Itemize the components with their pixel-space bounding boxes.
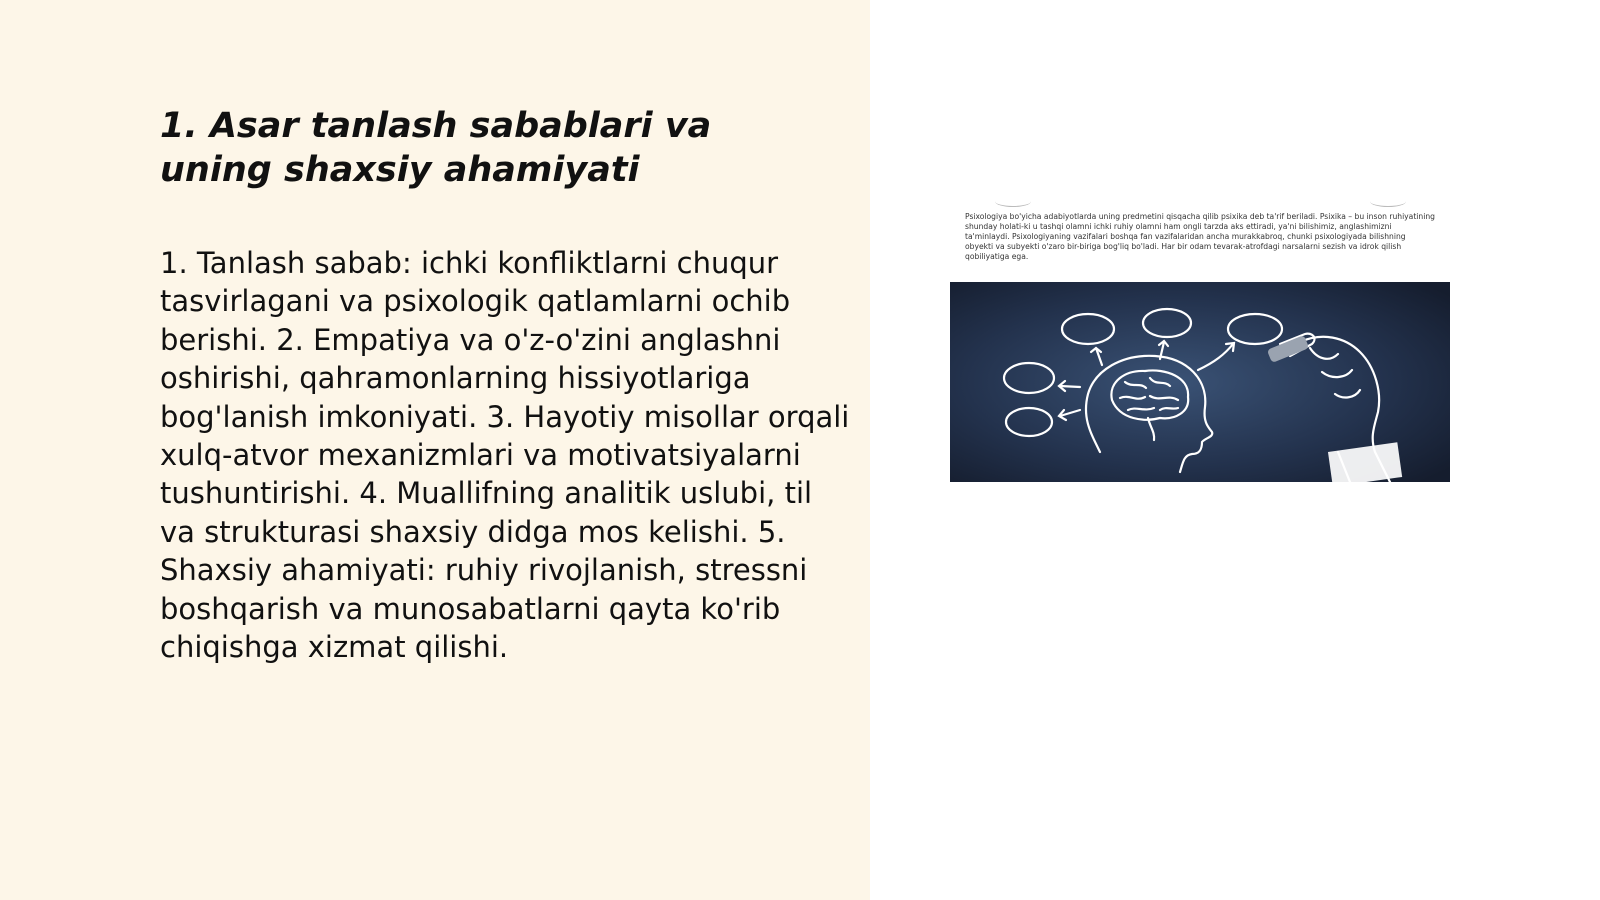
decorative-circle xyxy=(1370,196,1406,207)
slide-body-text: 1. Tanlash sabab: ichki konfliktlarni chuqur tasvirlagani va psixologik qatlamlarni ochib berishi. 2. Empatiya va o'z-o'zini anglashni oshirishi, qahramonlarning hissiyotlariga bog'lanish imkoniyati. 3. Hayotiy misollar orqali xulq-atvor mexanizmlari va motivatsiyalarni tushuntirishi. 4. Muallifning analitik uslubi, til va strukturasi shaxsiy didga mos kelishi. 5. Shaxsiy ahamiyati: ruhiy rivojlanish, stressni boshqarish va munosabatlarni qayta ko'rib chiqishga xizmat qilishi. xyxy=(160,246,850,665)
slide-title: 1. Asar tanlash sabablari va uning shaxsiy ahamiyati xyxy=(160,106,712,190)
figure-caption: Psixologiya bo'yicha adabiyotlarda uning predmetini qisqacha qilib psixika deb ta'rif beriladi. Psixika – bu inson ruhiyatining shunday holati-ki u tashqi olamni ichki ruhiy olamni ham ongli tarzda aks ettiradi, ya'ni bilishimiz, anglashimizni ta'minlaydi. Psixologiyaning vazifalari boshqa fan vazifalaridan ancha murakkabroq, chunki psixologiyada bilishning obyekti va subyekti o'zaro bir-biriga bog'liq bo'ladi. Har bir odam tevarak-atrofdagi narsalarni sezish va idrok qilish qobiliyatiga ega. xyxy=(965,212,1435,261)
slide-figure xyxy=(950,200,1450,482)
decorative-circle xyxy=(995,196,1031,207)
brain-mind-map-icon xyxy=(950,282,1450,482)
